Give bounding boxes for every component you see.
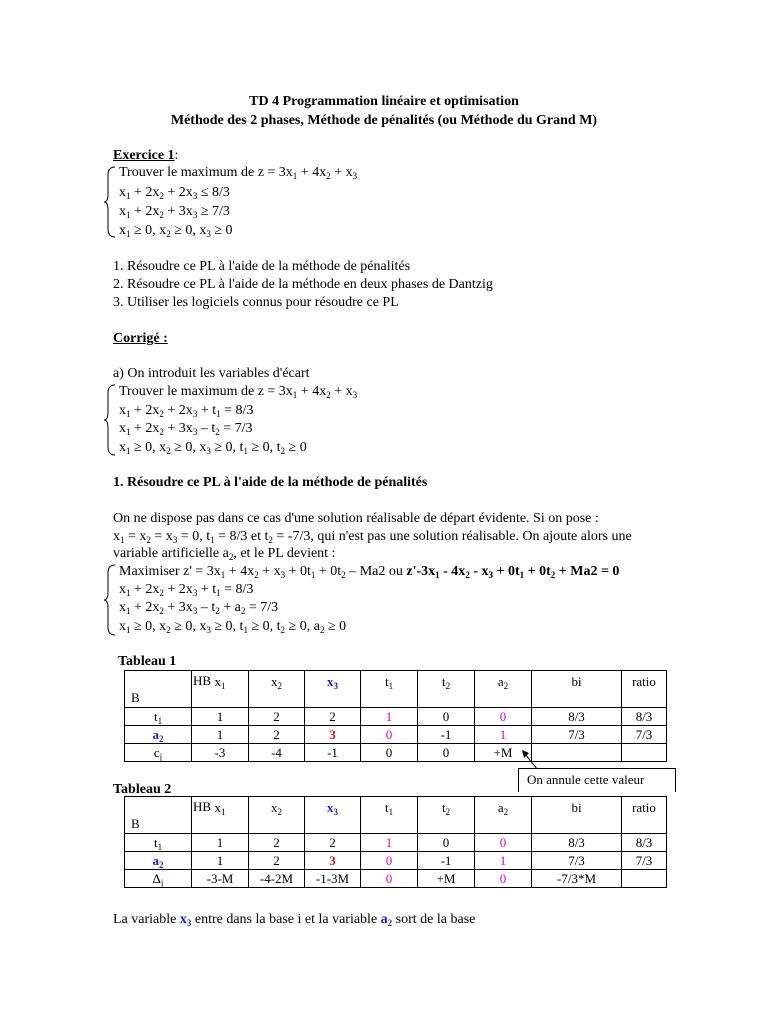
table-cell: 0 [418, 744, 475, 762]
table-cell: 8/3 [532, 708, 622, 726]
tableau2-table [124, 796, 667, 888]
col-header-t2: $t_2$ [418, 671, 475, 708]
table-cell: +M [475, 744, 532, 762]
corrige-constraint-3: $x_1 \ge 0$, $x_2 \ge 0$, $x_3 \ge 0$, $t_1 \ge 0$, $t_2 \ge 0$ [119, 440, 307, 456]
table-cell: 2 [305, 834, 361, 852]
section1-para-3: variable artificielle $a_2$, et le PL devient : [113, 546, 336, 562]
table-cell: -7/3*M [532, 870, 622, 888]
conclusion-text: La variable $x_3$ entre dans la base i et la variable $a_2$ sort de la base [113, 912, 476, 928]
section1-objective: Maximiser $z' = 3x_1 + 4x_2 + x_3 + 0t_1 + 0t_2 - Ma2$ ou $z'-3x_1 - 4x_2 - x_3 + 0t_1 + 0t_2 + Ma2 = 0$ [119, 564, 620, 580]
section1-constraint-2: $x_1 + 2x_2 + 3x_3 - t_2 + a_2 = 7/3$ [119, 600, 279, 616]
col-header-x1: $x_1$ [192, 797, 249, 834]
corner-cell: HB B [125, 671, 192, 708]
section1-heading: 1. Résoudre ce PL à l'aide de la méthode de pénalités [113, 475, 428, 490]
table-cell: 2 [249, 834, 305, 852]
corrige-intro: a) On introduit les variables d'écart [113, 366, 310, 381]
row-label-a2: $a_2$ [125, 726, 192, 744]
tableau2-title: Tableau 2 [113, 782, 172, 797]
table-cell: 2 [249, 726, 305, 744]
table-cell: -1-3M [305, 870, 361, 888]
table-cell: 7/3 [622, 726, 667, 744]
tableau1-table [124, 670, 667, 762]
table-cell: 0 [361, 726, 418, 744]
ex-constraint-2: $x_1 + 2x_2 + 3x_3 \ge 7/3$ [119, 204, 230, 220]
table-cell: 7/3 [532, 852, 622, 870]
table-cell: -3-M [192, 870, 249, 888]
corrige-heading: Corrigé : [113, 331, 168, 346]
table-cell: 8/3 [622, 708, 667, 726]
table-cell: 1 [192, 834, 249, 852]
table-cell: 8/3 [532, 834, 622, 852]
table-cell: -4 [249, 744, 305, 762]
col-header-ratio: ratio [622, 797, 667, 834]
col-header-a2: $a_2$ [475, 671, 532, 708]
table-row [125, 834, 667, 852]
table-cell: 1 [192, 852, 249, 870]
table-cell: 8/3 [622, 834, 667, 852]
question-2: 2. Résoudre ce PL à l'aide de la méthode en deux phases de Dantzig [113, 277, 493, 292]
table-cell: 2 [305, 708, 361, 726]
col-header-bi: bi [532, 671, 622, 708]
section1-constraint-1: $x_1 + 2x_2 + 2x_3 + t_1 = 8/3$ [119, 582, 254, 598]
callout-note: On annule cette valeur [518, 768, 676, 792]
section1-constraint-3: $x_1 \ge 0$, $x_2 \ge 0$, $x_3 \ge 0$, $t_1 \ge 0$, $t_2 \ge 0$, $a_2 \ge 0$ [119, 619, 347, 635]
table-cell: 0 [418, 834, 475, 852]
table-row [125, 726, 667, 744]
ex-constraint-3: $x_1 \ge 0$, $x_2 \ge 0$, $x_3 \ge 0$ [119, 223, 233, 239]
tableau1-title: Tableau 1 [118, 654, 177, 669]
doc-title: TD 4 Programmation linéaire et optimisation [249, 94, 519, 109]
table-header-row [125, 671, 667, 708]
table-cell: 1 [192, 726, 249, 744]
table-cell: -1 [418, 852, 475, 870]
pivot-cell: 3 [305, 726, 361, 744]
corner-cell: HB B [125, 797, 192, 834]
table-cell: +M [418, 870, 475, 888]
table-row [125, 870, 667, 888]
corrige-constraint-1: $x_1 + 2x_2 + 2x_3 + t_1 = 8/3$ [119, 403, 254, 419]
table-cell: 0 [475, 708, 532, 726]
table-cell: -1 [418, 726, 475, 744]
pivot-cell: 3 [305, 852, 361, 870]
table-row [125, 852, 667, 870]
col-header-x1: $x_1$ [192, 671, 249, 708]
brace-icon [103, 166, 117, 238]
corrige-objective: Trouver le maximum de $z = 3x_1 + 4x_2 + x_3$ [119, 384, 358, 400]
exercise-heading: Exercice 1: [113, 148, 179, 163]
row-label-t1: $t_1$ [125, 834, 192, 852]
section1-para-2: $x_1 = x_2 = x_3 = 0$, $t_1 = 8/3$ et $t_2 = -7/3$, qui n'est pas une solution réalisable. On ajoute alors une [113, 529, 632, 545]
col-header-t1: $t_1$ [361, 671, 418, 708]
col-header-bi: bi [532, 797, 622, 834]
table-row [125, 708, 667, 726]
table-cell: -1 [305, 744, 361, 762]
table-cell: 0 [418, 708, 475, 726]
brace-icon [103, 384, 117, 456]
ex-objective: Trouver le maximum de $z = 3x_1 + 4x_2 + x_3$ [119, 165, 358, 181]
table-cell: -4-2M [249, 870, 305, 888]
col-header-x3: $x_3$ [305, 671, 361, 708]
table-cell: 1 [475, 852, 532, 870]
table-cell: 0 [361, 870, 418, 888]
table-cell: 1 [361, 834, 418, 852]
section1-para-1: On ne dispose pas dans ce cas d'une solution réalisable de départ évidente. Si on pose : [113, 511, 599, 526]
col-header-ratio: ratio [622, 671, 667, 708]
table-cell: -3 [192, 744, 249, 762]
table-row [125, 744, 667, 762]
table-cell: 0 [361, 744, 418, 762]
col-header-x3: $x_3$ [305, 797, 361, 834]
corrige-constraint-2: $x_1 + 2x_2 + 3x_3 - t_2 = 7/3$ [119, 421, 253, 437]
row-label-cj: $c_j$ [125, 744, 192, 762]
table-cell [622, 744, 667, 762]
col-header-x2: $x_2$ [249, 797, 305, 834]
table-header-row [125, 797, 667, 834]
table-cell: 2 [249, 852, 305, 870]
table-cell: 2 [249, 708, 305, 726]
table-cell: 1 [361, 708, 418, 726]
table-cell: 1 [192, 708, 249, 726]
table-cell: 7/3 [532, 726, 622, 744]
brace-icon [103, 564, 117, 636]
row-label-delta: $\Delta_j$ [125, 870, 192, 888]
table-cell: 0 [361, 852, 418, 870]
table-cell: 7/3 [622, 852, 667, 870]
col-header-a2: $a_2$ [475, 797, 532, 834]
table-cell: 0 [475, 834, 532, 852]
question-1: 1. Résoudre ce PL à l'aide de la méthode de pénalités [113, 259, 411, 274]
table-cell: 0 [475, 870, 532, 888]
col-header-t1: $t_1$ [361, 797, 418, 834]
row-label-a2: $a_2$ [125, 852, 192, 870]
col-header-x2: $x_2$ [249, 671, 305, 708]
table-cell [622, 870, 667, 888]
row-label-t1: $t_1$ [125, 708, 192, 726]
table-cell: 1 [475, 726, 532, 744]
question-3: 3. Utiliser les logiciels connus pour résoudre ce PL [113, 295, 399, 310]
col-header-t2: $t_2$ [418, 797, 475, 834]
ex-constraint-1: $x_1 + 2x_2 + 2x_3 \le 8/3$ [119, 185, 230, 201]
doc-subtitle: Méthode des 2 phases, Méthode de pénalités (ou Méthode du Grand M) [170, 113, 598, 128]
